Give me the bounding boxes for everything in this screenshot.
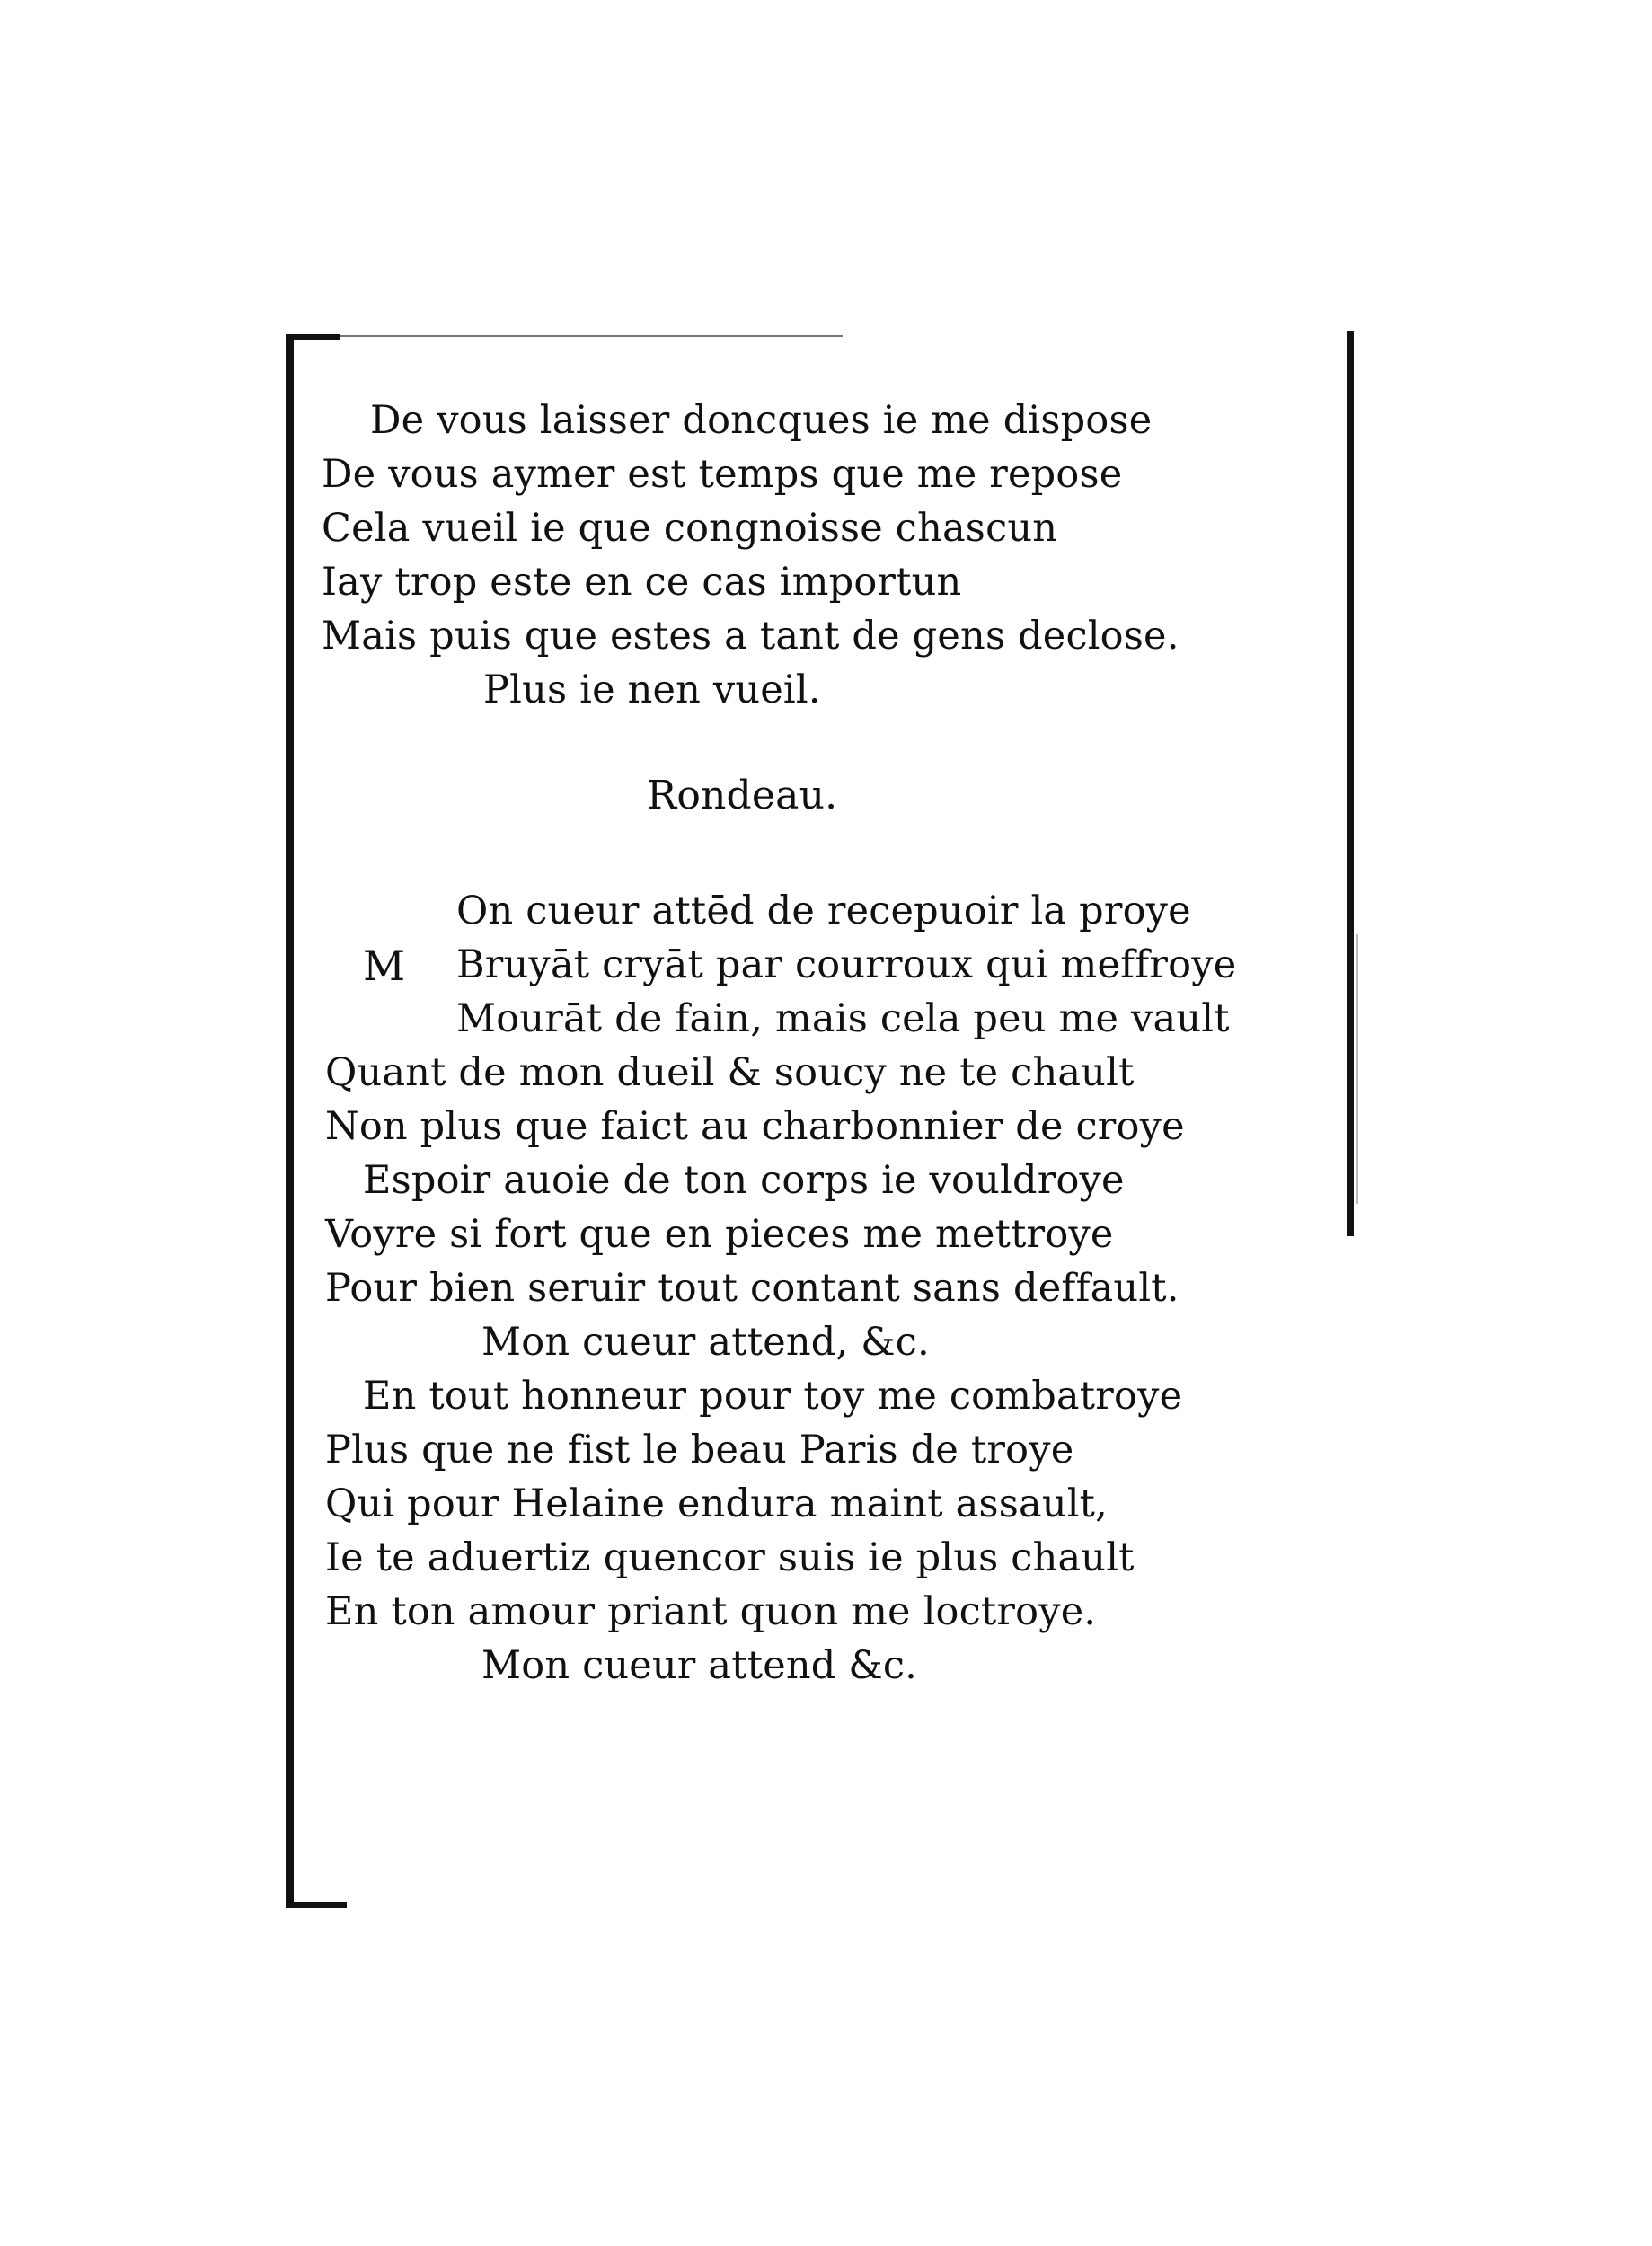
left-border-bottom-tick (286, 1902, 347, 1908)
rondeau-line-6: Espoir auoie de ton corps ie vouldroye (363, 1158, 1125, 1203)
rondeau-title: Rondeau. (647, 773, 838, 818)
rondeau-initial-letter: M (363, 942, 406, 990)
rondeau-line-9: En tout honneur pour toy me combatroye (363, 1374, 1183, 1419)
poem1-line-4: Iay trop este en ce cas importun (322, 560, 962, 605)
poem1-line-2: De vous aymer est temps que me repose (322, 452, 1123, 497)
right-faint-rule (1356, 934, 1358, 1204)
rondeau-line-12: Ie te aduertiz quencor suis ie plus chault (325, 1535, 1135, 1580)
rondeau-line-2: Bruyāt cryāt par courroux qui meffroye (456, 942, 1237, 987)
right-border-rule (1347, 331, 1354, 1236)
left-border-top-tick (286, 334, 340, 340)
rondeau-line-13: En ton amour priant quon me loctroye. (325, 1589, 1097, 1634)
rondeau-line-5: Non plus que faict au charbonnier de croye (325, 1104, 1185, 1149)
rondeau-line-7: Voyre si fort que en pieces me mettroye (325, 1212, 1114, 1257)
rondeau-line-11: Qui pour Helaine endura maint assault, (325, 1481, 1109, 1526)
poem1-line-5: Mais puis que estes a tant de gens declose. (322, 614, 1179, 659)
rondeau-refrain-1: Mon cueur attend, &c. (481, 1320, 930, 1365)
poem1-line-1: De vous laisser doncques ie me dispose (370, 398, 1153, 443)
poem1-refrain: Plus ie nen vueil. (483, 668, 821, 712)
left-border-rule (286, 334, 294, 1908)
rondeau-line-3: Mourāt de fain, mais cela peu me vault (456, 996, 1230, 1041)
rondeau-line-4: Quant de mon dueil & soucy ne te chault (325, 1050, 1135, 1095)
rondeau-line-10: Plus que ne fist le beau Paris de troye (325, 1428, 1074, 1472)
poem1-line-3: Cela vueil ie que congnoisse chascun (322, 506, 1058, 551)
top-thin-rule (340, 335, 843, 337)
rondeau-refrain-2: Mon cueur attend &c. (481, 1643, 917, 1688)
rondeau-line-1: On cueur attēd de recepuoir la proye (456, 889, 1191, 933)
rondeau-line-8: Pour bien seruir tout contant sans deffault. (325, 1266, 1179, 1311)
